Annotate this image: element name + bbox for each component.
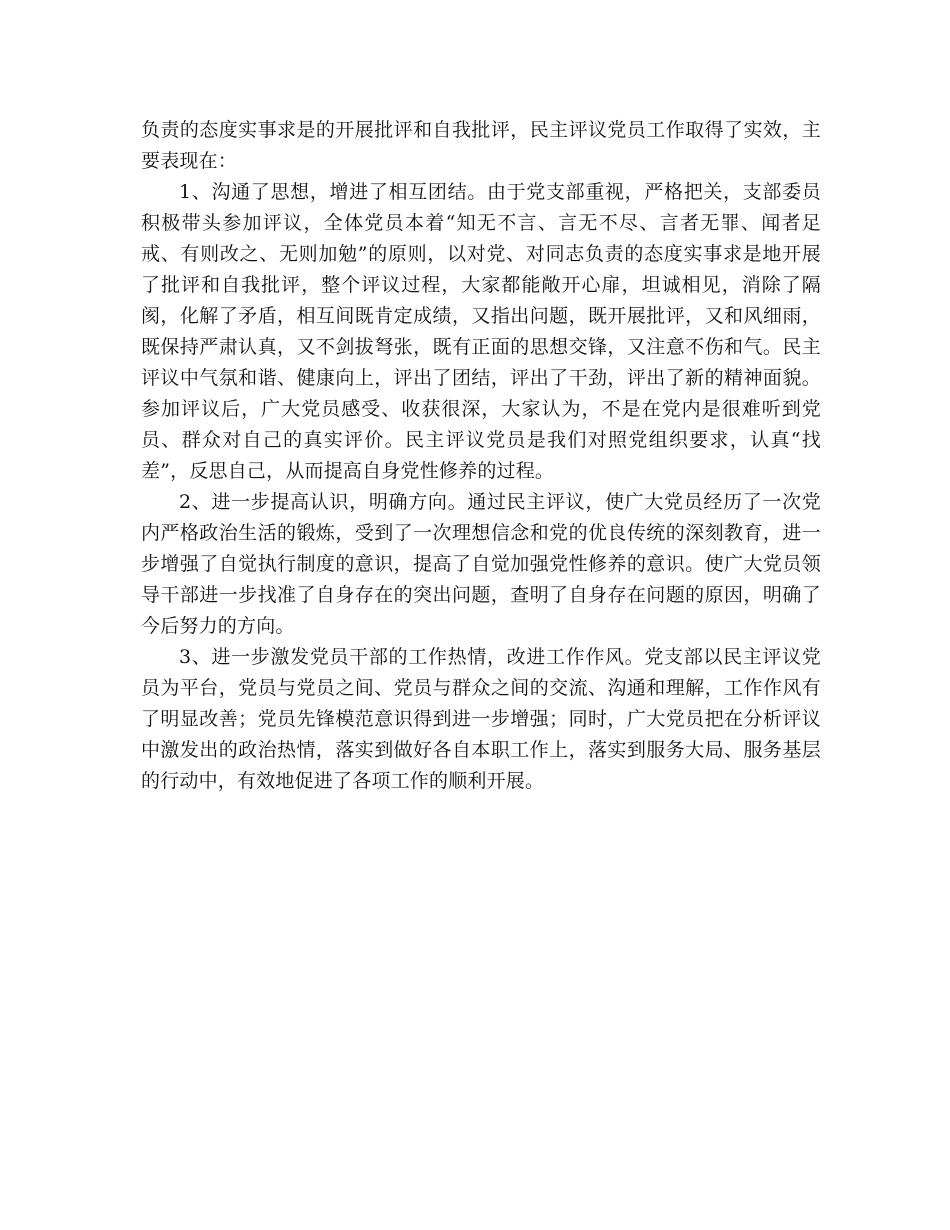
paragraph-point-3: 3、进一步激发党员干部的工作热情，改进工作作风。党支部以民主评议党员为平台，党员与党员之间、党员与群众之间的交流、沟通和理解，工作作风有了明显改善；党员先锋模范意识得到进一步增强；同时，广大党员把在分析评议中激发出的政治热情，落实到做好各自本职工作上，落实到服务大局、服务基层的行动中，有效地促进了各项工作的顺利开展。 xyxy=(141,646,821,792)
document-body xyxy=(141,115,821,797)
paragraph-point-2: 2、进一步提高认识，明确方向。通过民主评议，使广大党员经历了一次党内严格政治生活的锻炼，受到了一次理想信念和党的优良传统的深刻教育，进一步增强了自觉执行制度的意识，提高了自觉加强党性修养的意识。使广大党员领导干部进一步找准了自身存在的突出问题，查明了自身存在问题的原因，明确了今后努力的方向。 xyxy=(141,491,821,637)
paragraph-point-1: 1、沟通了思想，增进了相互团结。由于党支部重视，严格把关，支部委员积极带头参加评议，全体党员本着“知无不言、言无不尽、言者无罪、闻者足戒、有则改之、无则加勉”的原则，以对党、对同志负责的态度实事求是地开展了批评和自我批评，整个评议过程，大家都能敞开心扉，坦诚相见，消除了隔阂，化解了矛盾，相互间既肯定成绩，又指出问题，既开展批评，又和风细雨，既保持严肃认真，又不剑拔弩张，既有正面的思想交锋，又注意不伤和气。民主评议中气氛和谐、健康向上，评出了团结，评出了干劲，评出了新的精神面貌。参加评议后，广大党员感受、收获很深，大家认为，不是在党内是很难听到党员、群众对自己的真实评价。民主评议党员是我们对照党组织要求，认真“找差”，反思自己，从而提高自身党性修养的过程。 xyxy=(141,181,821,482)
paragraph-continuation: 负责的态度实事求是的开展批评和自我批评，民主评议党员工作取得了实效，主要表现在： xyxy=(141,119,821,172)
